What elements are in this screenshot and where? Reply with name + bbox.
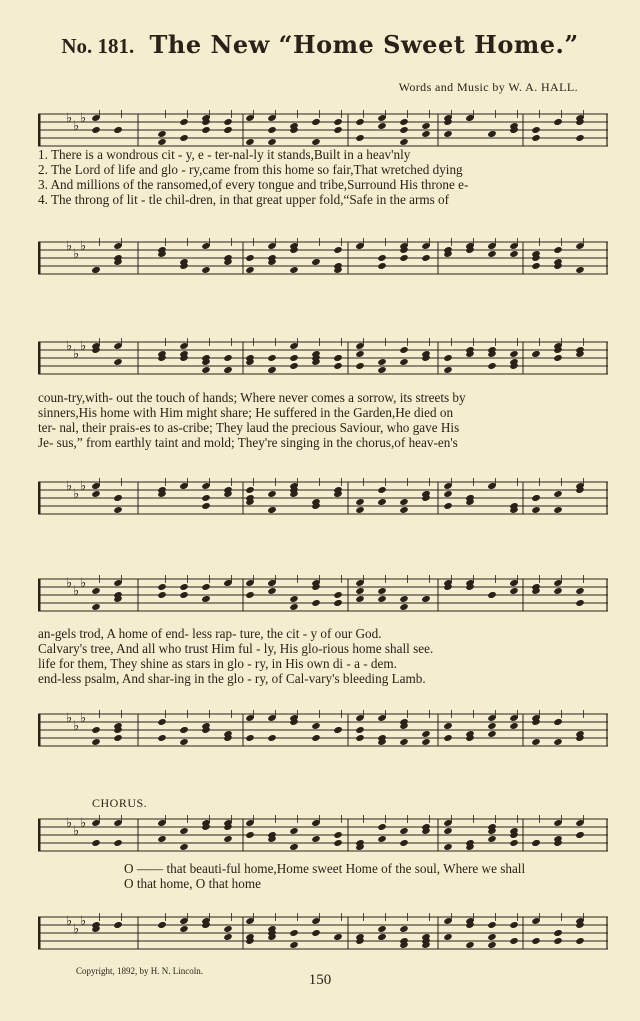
hymn-number: No. 181. [61,34,135,58]
svg-text:♭: ♭ [80,479,87,494]
verse-line: O —— that beauti-ful home,Home sweet Home of the soul, Where we shall [124,861,526,876]
verse-line: 1. There is a wondrous cit - y, e - ter-nal-ly it stands,Built in a heav'nly [38,147,411,162]
copyright-notice: Copyright, 1892, by H. N. Lincoln. [76,966,203,976]
svg-text:♭: ♭ [73,584,80,599]
svg-text:♭: ♭ [80,239,87,254]
svg-text:♭: ♭ [80,914,87,929]
svg-text:♭: ♭ [73,487,80,502]
svg-text:♭: ♭ [73,824,80,839]
verse-block [38,390,608,450]
svg-text:♭: ♭ [66,914,73,929]
verse-line: life for them, They shine as stars in glo - ry, in His own di - a - dem. [38,656,397,671]
bass-staff [38,478,608,518]
svg-text:♭: ♭ [66,711,73,726]
svg-text:♭: ♭ [66,111,73,126]
verse-line: Je- sus,” from earthly taint and mold; They're singing in the chorus,of heav-en's [38,435,458,450]
chorus-label: CHORUS. [92,796,148,810]
verse-line: 4. The throng of lit - tle chil-dren, in that great upper fold,“Safe in the arms of [38,192,450,207]
svg-text:♭: ♭ [80,339,87,354]
treble-staff [38,575,608,615]
svg-text:♭: ♭ [66,339,73,354]
composer-credit: Words and Music by W. A. HALL. [398,80,578,94]
svg-text:♭: ♭ [66,576,73,591]
svg-text:♭: ♭ [80,111,87,126]
verse-block [38,147,608,207]
verse-line: end-less psalm, And shar-ing in the glo - ry, of Cal-vary's bleeding Lamb. [38,671,426,686]
treble-staff [38,110,608,150]
svg-text:♭: ♭ [73,119,80,134]
svg-text:♭: ♭ [73,247,80,262]
treble-staff [38,338,608,378]
verse-block [38,861,608,891]
treble-staff [38,815,608,855]
svg-text:♭: ♭ [80,711,87,726]
verse-line: sinners,His home with Him might share; He suffered in the Garden,He died on [38,405,454,420]
verse-line: 2. The Lord of life and glo - ry,came from this home so fair,That wretched dying [38,162,463,177]
page-number: 150 [308,972,332,988]
verse-line: O that home, O that home [124,876,261,891]
verse-line: Calvary's tree, And all who trust Him ful - ly, His glo-rious home shall see. [38,641,434,656]
verse-line: ter- nal, their prais-es to as-cribe; They laud the precious Saviour, who gave His [38,420,460,435]
hymn-header [0,30,640,59]
verse-line: an-gels trod, A home of end- less rap- ture, the cit - y of our God. [38,626,382,641]
verse-block [38,626,608,686]
svg-text:♭: ♭ [73,347,80,362]
verse-line: coun-try,with- out the touch of hands; Where never comes a sorrow, its streets by [38,390,466,405]
svg-text:♭: ♭ [80,816,87,831]
svg-text:♭: ♭ [73,719,80,734]
svg-text:♭: ♭ [80,576,87,591]
bass-staff [38,710,608,750]
hymn-title: The New “Home Sweet Home.” [149,30,579,59]
svg-text:♭: ♭ [66,239,73,254]
svg-text:♭: ♭ [73,922,80,937]
verse-line: 3. And millions of the ransomed,of every tongue and tribe,Surround His throne e- [38,177,469,192]
bass-staff [38,913,608,953]
svg-text:♭: ♭ [66,816,73,831]
bass-staff [38,238,608,278]
svg-text:♭: ♭ [66,479,73,494]
